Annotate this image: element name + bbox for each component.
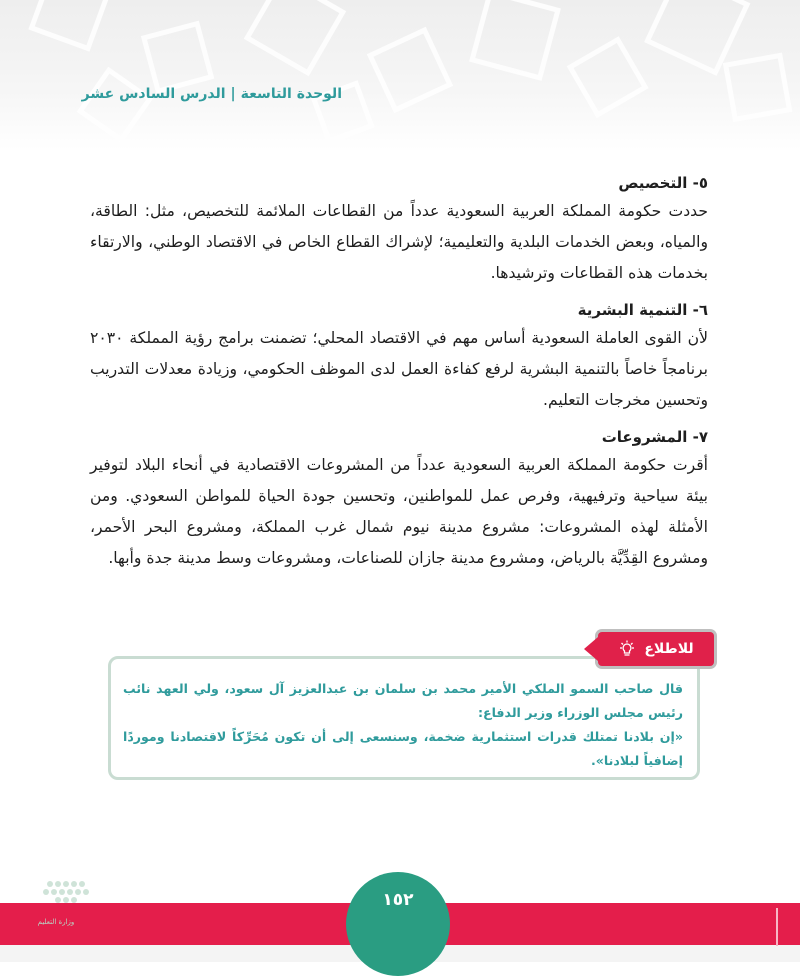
- page-number-circle: [346, 872, 450, 976]
- section-human-development: [90, 297, 708, 416]
- page-number: ١٥٢: [382, 890, 414, 910]
- section-projects: [90, 424, 708, 574]
- info-line-2: «إن بلادنا تمتلك قدرات استثمارية ضخمة، وسنسعى إلى أن تكون مُحَرِّكاً لاقتصادنا وموردًا إضافياً لبلادنا».: [123, 729, 683, 768]
- section-body: أقرت حكومة المملكة العربية السعودية عدداً من المشروعات الاقتصادية في أنحاء البلاد لتوفير بيئة سياحية وترفيهية، وفرص عمل للمواطنين، وتحسين جودة الحياة للمواطن السعودي. ومن الأمثلة لهذه المشروعات: مشروع مدينة نيوم شمال غرب المملكة، ومشروع البحر الأحمر، ومشروع القِدِّيَّة بالرياض، ومشروع مدينة جازان للصناعات، ومشروعات وسط مدينة جدة وأبها.: [90, 456, 708, 567]
- header-squares-decoration: [0, 0, 800, 150]
- header-separator: |: [230, 86, 236, 102]
- ministry-logo-icon: [26, 872, 106, 940]
- lightbulb-icon: [618, 640, 636, 658]
- info-callout: [108, 630, 708, 782]
- footer-mark: [776, 908, 778, 946]
- section-body: لأن القوى العاملة السعودية أساس مهم في الاقتصاد المحلي؛ تضمنت برامج رؤية المملكة ٢٠٣٠ برنامجاً خاصاً بالتنمية البشرية لرفع كفاءة العمل لدى الموظف الحكومي، وزيادة معدلات التدريب وتحسين مخرجات التعليم.: [90, 329, 708, 409]
- lesson-label: الدرس السادس عشر: [81, 86, 226, 102]
- ministry-name: وزارة التعليم: [37, 918, 75, 926]
- main-content: [90, 170, 708, 582]
- info-box: [108, 656, 700, 780]
- tag-label: للاطلاع: [644, 641, 694, 657]
- section-privatization: [90, 170, 708, 289]
- unit-label: الوحدة التاسعة: [240, 86, 342, 102]
- unit-lesson-header: [82, 86, 342, 102]
- section-title: ٦- التنمية البشرية: [577, 301, 708, 319]
- section-title: ٧- المشروعات: [601, 428, 708, 446]
- section-title: ٥- التخصيص: [618, 174, 708, 192]
- info-line-1: قال صاحب السمو الملكي الأمير محمد بن سلمان بن عبدالعزيز آل سعود، ولي العهد نائب رئيس مجلس الوزراء وزير الدفاع:: [123, 681, 683, 720]
- info-tag: [598, 632, 714, 666]
- section-body: حددت حكومة المملكة العربية السعودية عدداً من القطاعات الملائمة للتخصيص، مثل: الطاقة، والمياه، وبعض الخدمات البلدية والتعليمية؛ لإشراك القطاع الخاص في الاقتصاد الوطني، والارتقاء بخدمات هذه القطاعات وترشيدها.: [90, 202, 708, 282]
- header-background-pattern: [0, 0, 800, 150]
- tag-arrow: [584, 637, 598, 661]
